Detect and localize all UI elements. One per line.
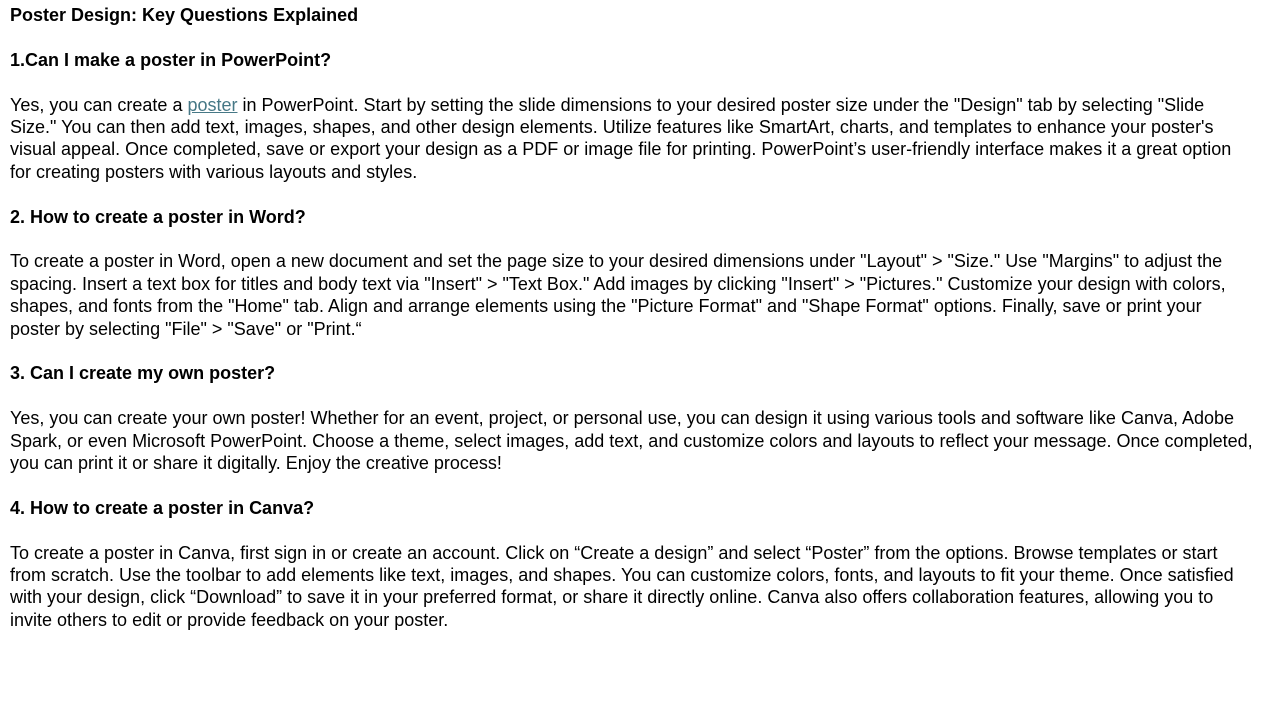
spacer (10, 228, 1270, 250)
page-title: Poster Design: Key Questions Explained (10, 5, 359, 25)
spacer (10, 340, 1270, 362)
answer-paragraph-3: Yes, you can create your own poster! Whether for an event, project, or personal use, you can design it using various tools and software like Canva, Adobe Spark, or even Microsoft PowerPoint. Choose a theme, select images, add text, and customize colors and layouts to reflect your message. Once completed, you can print it or share it digitally. Enjoy the creative process! (10, 408, 1253, 474)
question-heading-2: 2. How to create a poster in Word? (10, 206, 306, 227)
answer-paragraph-1 (10, 94, 1255, 184)
spacer (10, 385, 1270, 407)
poster-link[interactable]: poster (187, 94, 238, 115)
spacer (10, 26, 1270, 48)
answer-text-1b: in PowerPoint. Start by setting the slide dimensions to your desired poster size under the "Design" tab by selecting "Slide Size." You can then add text, images, shapes, and other design elements. Utilize features like SmartArt, charts, and templates to enhance your poster's visual appeal. Once completed, save or export your design as a PDF or image file for printing. PowerPoint’s user-friendly interface makes it a great option for creating posters with various layouts and styles. (10, 94, 1232, 182)
spacer (10, 519, 1270, 541)
answer-paragraph-2: To create a poster in Word, open a new document and set the page size to your desired dimensions under "Layout" > "Size." Use "Margins" to adjust the spacing. Insert a text box for titles and body text via "Insert" > "Text Box." Add images by clicking "Insert" > "Pictures." Customize your design with colors, shapes, and fonts from the "Home" tab. Align and arrange elements using the "Picture Format" and "Shape Format" options. Finally, save or print your poster by selecting "File" > "Save" or "Print.“ (10, 251, 1226, 339)
spacer (10, 71, 1270, 93)
question-heading-3: 3. Can I create my own poster? (10, 363, 276, 384)
question-heading-1: 1.Can I make a poster in PowerPoint? (10, 49, 332, 70)
spacer (10, 183, 1270, 205)
answer-paragraph-4: To create a poster in Canva, first sign in or create an account. Click on “Create a design” and select “Poster” from the options. Browse templates or start from scratch. Use the toolbar to add elements like text, images, and shapes. You can customize colors, fonts, and layouts to fit your theme. Once satisfied with your design, click “Download” to save it in your preferred format, or share it directly online. Canva also offers collaboration features, allowing you to invite others to edit or provide feedback on your poster. (10, 542, 1234, 630)
answer-text-1a: Yes, you can create a (10, 94, 188, 115)
spacer (10, 474, 1270, 496)
question-heading-4: 4. How to create a poster in Canva? (10, 497, 315, 518)
